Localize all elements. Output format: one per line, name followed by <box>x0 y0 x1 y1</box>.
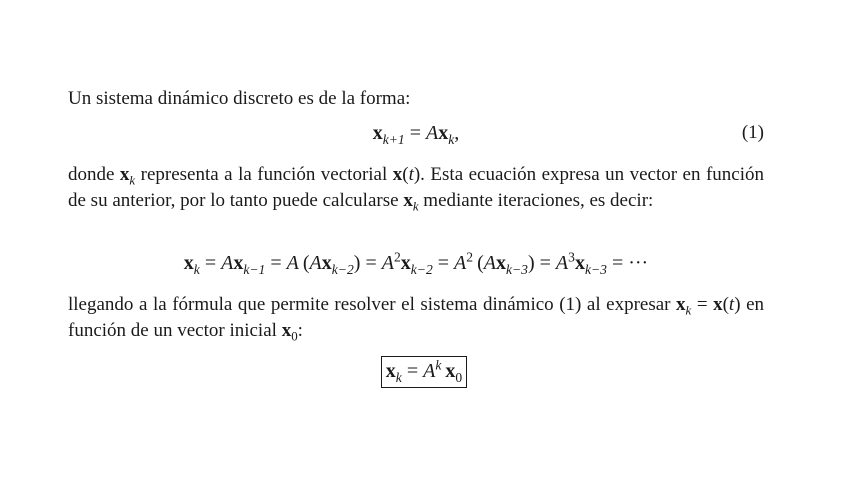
intro-text: Un sistema dinámico discreto es de la forma: <box>68 88 411 109</box>
equation-number: (1) <box>741 122 764 143</box>
subscript: k <box>395 369 402 385</box>
subscript: k+1 <box>382 131 405 147</box>
boxed-equation-wrapper <box>0 356 848 388</box>
subscript: k−2 <box>331 261 354 277</box>
matrix-a: A <box>426 122 439 144</box>
equals-sign: = <box>270 252 282 274</box>
vector-x: x <box>438 122 449 144</box>
superscript: 2 <box>393 249 401 265</box>
paragraph-2 <box>68 162 764 214</box>
ellipsis: ··· <box>628 252 649 274</box>
paren: ( <box>302 252 310 274</box>
vector-x: x <box>119 164 130 185</box>
comma: , <box>454 122 460 144</box>
equals-sign: = <box>437 252 450 274</box>
vector-x: x <box>574 252 585 274</box>
paren: ) <box>353 252 361 274</box>
text: : <box>297 320 303 341</box>
vector-x: x <box>713 294 723 315</box>
equals-sign: = <box>204 252 217 274</box>
text: ). Esta ecuación expresa un vector en función de su anterior, por lo tanto puede calcularse <box>68 164 764 211</box>
text: donde <box>68 164 120 185</box>
equals-sign: = <box>409 122 422 144</box>
equation-1-body <box>372 122 460 147</box>
paren: ( <box>477 252 484 274</box>
equals-sign: = <box>539 252 551 274</box>
vector-x: x <box>392 164 403 185</box>
matrix-a: A <box>454 252 467 274</box>
matrix-a: A <box>423 360 436 382</box>
subscript: 0 <box>291 328 298 344</box>
superscript: 2 <box>466 249 474 265</box>
equals-sign: = <box>406 360 419 382</box>
text: ( <box>722 294 729 315</box>
paragraph-3 <box>68 292 764 344</box>
boxed-equation <box>381 356 467 388</box>
superscript: k <box>435 357 442 373</box>
vector-x: x <box>183 252 194 274</box>
text: ) en función de un vector inicial <box>68 294 765 341</box>
matrix-a: A <box>221 252 234 274</box>
text: representa a la función vectorial <box>135 164 393 185</box>
variable-t: t <box>728 294 735 315</box>
subscript: k−2 <box>410 261 433 277</box>
paren: ) <box>527 252 535 274</box>
matrix-a: A <box>286 252 299 274</box>
vector-x: x <box>400 252 411 274</box>
matrix-a: A <box>309 252 322 274</box>
vector-x: x <box>676 294 686 315</box>
subscript: k <box>448 131 455 147</box>
equals-sign: = <box>611 252 624 274</box>
subscript: k−1 <box>243 261 266 277</box>
equation-2 <box>68 249 764 280</box>
subscript: k <box>193 261 200 277</box>
matrix-a: A <box>555 252 569 274</box>
superscript: 3 <box>568 249 575 265</box>
equals-sign: = <box>365 252 377 274</box>
matrix-a: A <box>381 252 394 274</box>
subscript: k <box>129 172 136 188</box>
text: ( <box>402 164 409 185</box>
vector-x: x <box>321 252 332 274</box>
vector-x: x <box>385 360 396 382</box>
text: mediante iteraciones, es decir: <box>418 190 654 211</box>
subscript: k <box>412 198 419 214</box>
subscript: k <box>685 302 692 318</box>
matrix-a: A <box>483 252 496 274</box>
vector-x: x <box>233 252 244 274</box>
vector-x: x <box>445 360 456 382</box>
subscript: k−3 <box>584 261 607 277</box>
vector-x: x <box>372 122 383 144</box>
text: llegando a la fórmula que permite resolver el sistema dinámico (1) al expresar <box>68 294 677 315</box>
equals-sign: = <box>691 294 714 315</box>
equation-1 <box>68 122 764 148</box>
subscript: 0 <box>455 369 463 385</box>
vector-x: x <box>495 252 506 274</box>
subscript: k−3 <box>505 261 528 277</box>
vector-x: x <box>281 320 292 341</box>
vector-x: x <box>403 190 413 211</box>
variable-t: t <box>408 164 414 185</box>
